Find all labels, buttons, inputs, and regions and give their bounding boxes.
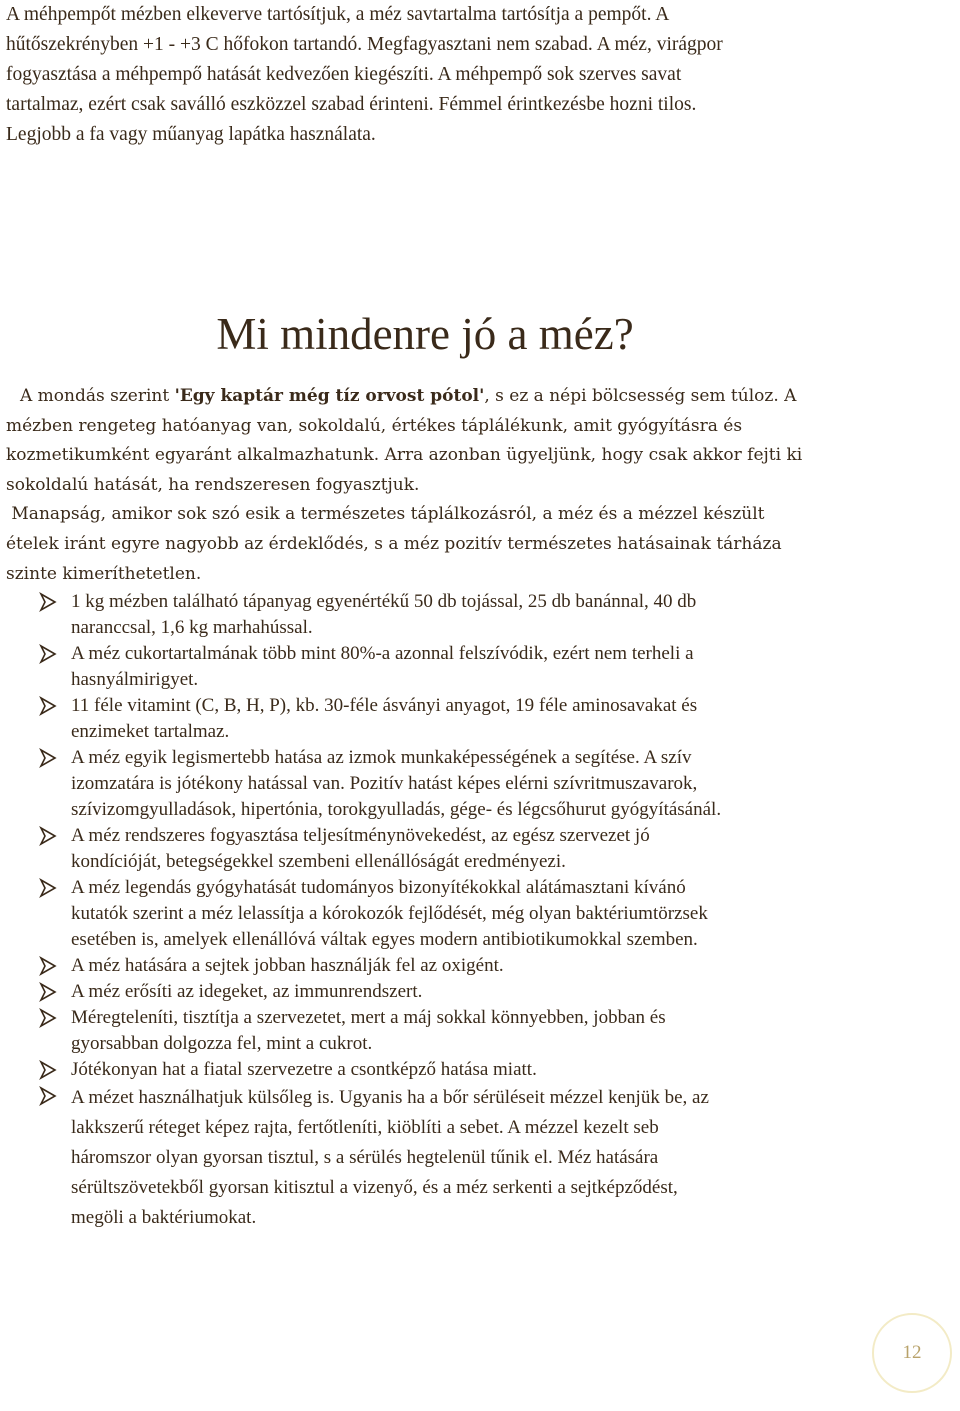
list-item	[38, 1083, 938, 1233]
list-item	[38, 875, 938, 953]
list-item	[38, 953, 938, 979]
paragraph-line: sokoldalú hatását, ha rendszeresen fogyasztjuk.	[6, 474, 420, 495]
paragraph-line: ételek iránt egyre nagyobb az érdeklődés, s a méz pozitív természetes hatásainak tárháza	[6, 533, 782, 554]
section-heading: Mi mindenre jó a méz?	[216, 309, 634, 359]
arrowhead-bullet-icon	[38, 1060, 58, 1080]
list-item	[38, 693, 938, 745]
list-item-text: lakkszerű réteget képez rajta, fertőtleníti, kiöblíti a sebet. A mézzel kezelt seb	[71, 1117, 659, 1138]
arrowhead-bullet-icon	[38, 696, 58, 716]
saying-line	[6, 382, 946, 412]
intro-paragraph	[6, 0, 946, 150]
list-item-text: naranccsal, 1,6 kg marhahússal.	[71, 617, 313, 638]
list-item	[38, 1005, 938, 1057]
list-item-text: szívizomgyulladások, hipertónia, torokgyulladás, gége- és légcsőhurut gyógyításánál.	[71, 799, 722, 820]
arrowhead-bullet-icon	[38, 1086, 58, 1106]
intro-line: Legjobb a fa vagy műanyag lapátka használata.	[6, 124, 376, 145]
list-item-text: Méregteleníti, tisztítja a szervezetet, mert a máj sokkal könnyebben, jobban és	[71, 1007, 666, 1028]
list-item-text: hasnyálmirigyet.	[71, 669, 199, 690]
intro-line: A méhpempőt mézben elkeverve tartósítjuk, a méz savtartalma tartósítja a pempőt. A	[6, 4, 670, 25]
page-number-label: 12	[902, 1342, 922, 1363]
list-item-text: 1 kg mézben található tápanyag egyenértékű 50 db tojással, 25 db banánnal, 40 db	[71, 591, 697, 612]
saying-quote: 'Egy kaptár még tíz orvost pótol'	[174, 386, 485, 406]
list-item	[38, 589, 938, 641]
list-item-text: 11 féle vitamint (C, B, H, P), kb. 30-féle ásványi anyagot, 19 féle aminosavakat és	[71, 695, 698, 716]
paragraph-line: kozmetikumként egyaránt alkalmazhatunk. Arra azonban ügyeljünk, hogy csak akkor fejti ki	[6, 445, 803, 466]
arrowhead-bullet-icon	[38, 956, 58, 976]
list-item-text: sérültszövetekből gyorsan kitisztul a vizenyő, és a méz serkenti a sejtképződést,	[71, 1177, 678, 1198]
list-item-text: izomzatára is jótékony hatással van. Pozitív hatást képes elérni szívritmuszavarok,	[71, 773, 698, 794]
arrowhead-bullet-icon	[38, 748, 58, 768]
list-item	[38, 823, 938, 875]
list-item-text: enzimeket tartalmaz.	[71, 721, 230, 742]
intro-line: hűtőszekrényben +1 - +3 C hőfokon tartandó. Megfagyasztani nem szabad. A méz, virágpor	[6, 34, 723, 55]
list-item-text: A méz cukortartalmának több mint 80%-a azonnal felszívódik, ezért nem terheli a	[71, 643, 694, 664]
benefits-list	[38, 589, 938, 1233]
list-item	[38, 979, 938, 1005]
arrowhead-bullet-icon	[38, 826, 58, 846]
paragraph-line: mézben rengeteg hatóanyag van, sokoldalú, értékes táplálékunk, amit gyógyításra és	[6, 415, 743, 436]
arrowhead-bullet-icon	[38, 644, 58, 664]
saying-paragraph	[6, 382, 946, 589]
paragraph-line: Manapság, amikor sok szó esik a természetes táplálkozásról, a méz és a mézzel készült	[6, 504, 765, 525]
list-item-text: A méz hatására a sejtek jobban használják fel az oxigént.	[71, 955, 504, 976]
list-item-text: megöli a baktériumokat.	[71, 1207, 257, 1228]
arrowhead-bullet-icon	[38, 592, 58, 612]
list-item-text: kondícióját, betegségekkel szembeni ellenállóságát eredményezi.	[71, 851, 566, 872]
saying-prefix: A mondás szerint	[20, 386, 175, 406]
page-number	[872, 1313, 952, 1393]
saying-suffix: , s ez a népi bölcsesség sem túloz. A	[484, 386, 797, 406]
list-item-text: kutatók szerint a méz lelassítja a kórokozók fejlődését, még olyan baktériumtörzsek	[71, 903, 708, 924]
list-item	[38, 641, 938, 693]
list-item-text: A méz erősíti az idegeket, az immunrendszert.	[71, 981, 423, 1002]
intro-line: fogyasztása a méhpempő hatását kedvezően kiegészíti. A méhpempő sok szerves savat	[6, 64, 682, 85]
list-item-text: A méz egyik legismertebb hatása az izmok munkaképességének a segítése. A szív	[71, 747, 692, 768]
arrowhead-bullet-icon	[38, 878, 58, 898]
arrowhead-bullet-icon	[38, 982, 58, 1002]
list-item-text: gyorsabban dolgozza fel, mint a cukrot.	[71, 1033, 373, 1054]
list-item-text: A méz legendás gyógyhatását tudományos bizonyítékokkal alátámasztani kívánó	[71, 877, 686, 898]
list-item-text: Jótékonyan hat a fiatal szervezetre a csontképző hatása miatt.	[71, 1059, 537, 1080]
list-item-text: A mézet használhatjuk külsőleg is. Ugyanis ha a bőr sérüléseit mézzel kenjük be, az	[71, 1087, 709, 1108]
paragraph-line: szinte kimeríthetetlen.	[6, 563, 202, 584]
list-item-text: háromszor olyan gyorsan tisztul, s a sérülés hegtelenül tűnik el. Méz hatására	[71, 1147, 659, 1168]
list-item-text: esetében is, amelyek ellenállóvá váltak egyes modern antibiotikumokkal szemben.	[71, 929, 698, 950]
list-item-text: A méz rendszeres fogyasztása teljesítménynövekedést, az egész szervezet jó	[71, 825, 650, 846]
arrowhead-bullet-icon	[38, 1008, 58, 1028]
list-item	[38, 745, 938, 823]
list-item	[38, 1057, 938, 1083]
intro-line: tartalmaz, ezért csak saválló eszközzel szabad érinteni. Fémmel érintkezésbe hozni tilos.	[6, 94, 697, 115]
